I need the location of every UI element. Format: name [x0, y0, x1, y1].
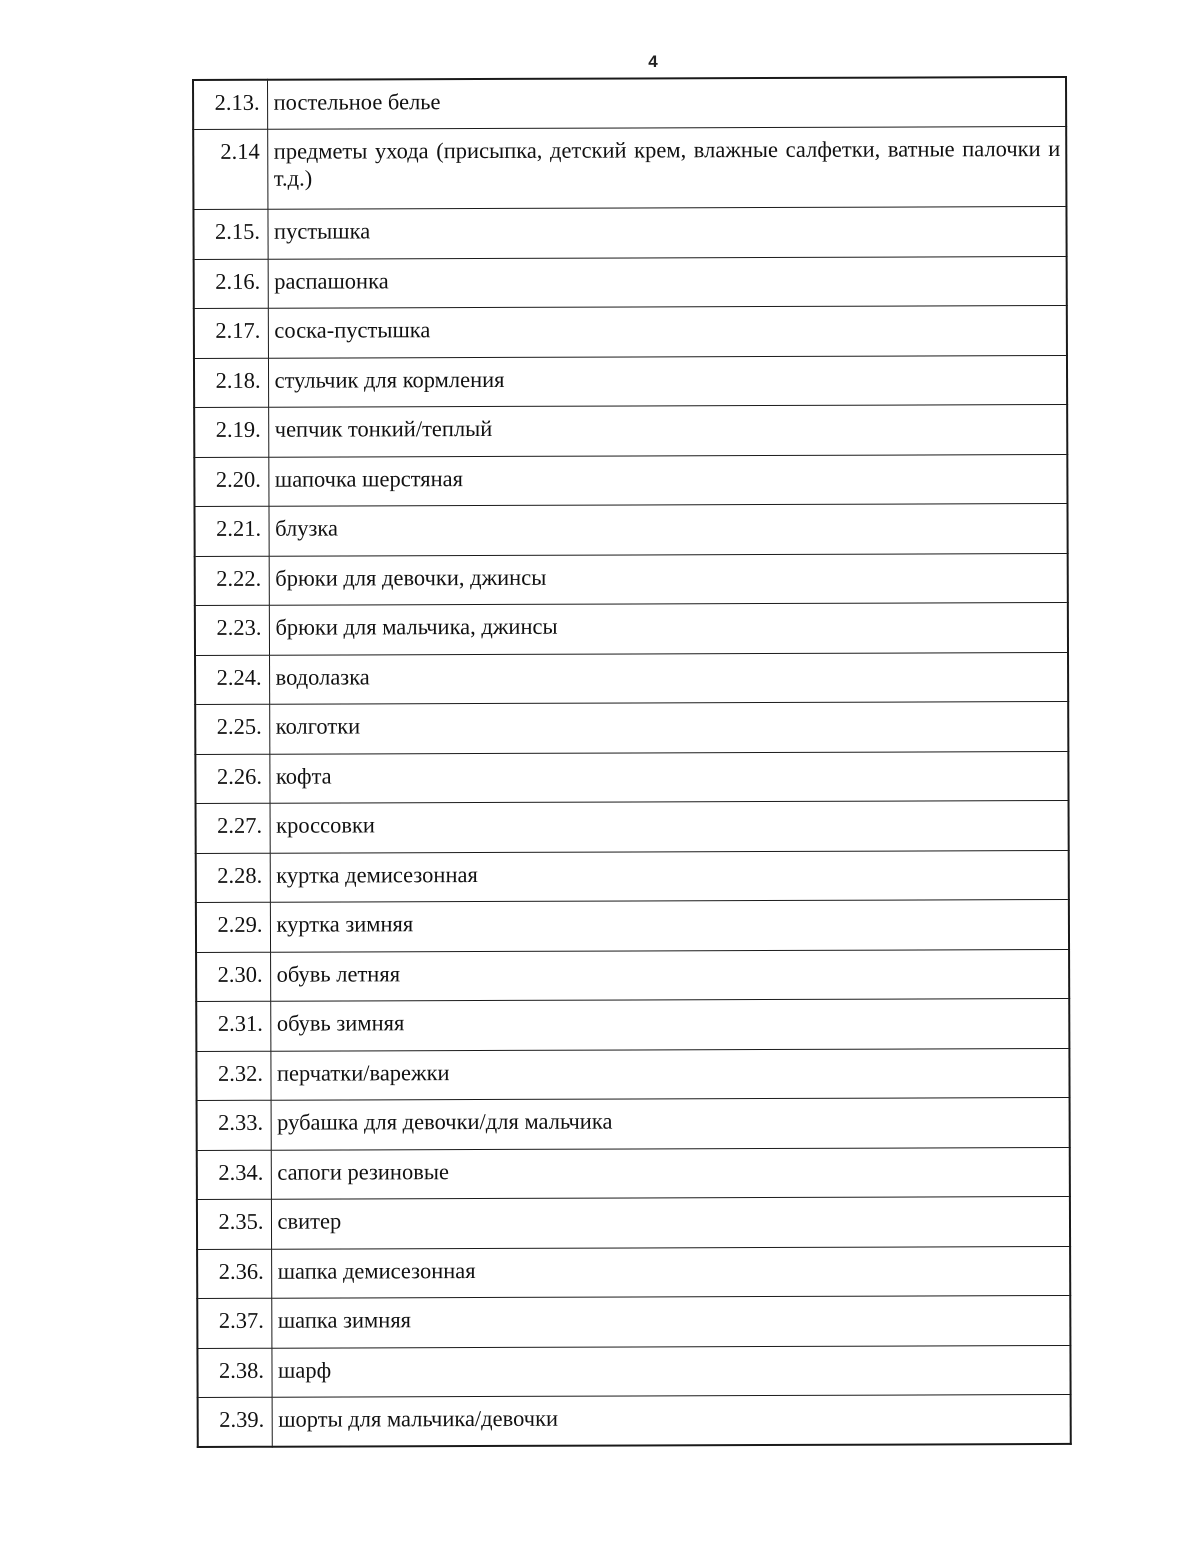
page-number: 4: [648, 52, 658, 71]
item-name: шапка зимняя: [271, 1295, 1070, 1347]
item-number: 2.18.: [194, 358, 268, 408]
item-number: 2.36.: [197, 1249, 271, 1299]
item-number: 2.22.: [195, 556, 269, 606]
item-name: стульчик для кормления: [268, 355, 1067, 407]
item-number: 2.33.: [197, 1100, 271, 1150]
items-table-container: [192, 76, 1072, 1448]
item-number: 2.32.: [196, 1051, 270, 1101]
table-row: [195, 751, 1068, 804]
item-name: рубашка для девочки/для мальчика: [271, 1097, 1070, 1149]
table-row: [197, 1246, 1070, 1299]
item-name: кроссовки: [270, 800, 1069, 852]
table-row: [194, 503, 1067, 556]
item-number: 2.25.: [195, 704, 269, 754]
table-row: [194, 305, 1067, 358]
table-row: [198, 1394, 1071, 1447]
item-number: 2.27.: [196, 803, 270, 853]
item-number: 2.15.: [193, 209, 267, 259]
table-row: [193, 77, 1066, 130]
table-row: [197, 1295, 1070, 1348]
table-row: [195, 652, 1068, 705]
table-row: [195, 553, 1068, 606]
item-name: шарф: [271, 1345, 1070, 1397]
table-row: [197, 1196, 1070, 1249]
item-name: постельное белье: [267, 77, 1066, 129]
item-name: куртка зимняя: [270, 899, 1069, 951]
item-name: шорты для мальчика/девочки: [272, 1394, 1071, 1446]
item-number: 2.16.: [194, 259, 268, 309]
item-number: 2.26.: [195, 754, 269, 804]
item-number: 2.29.: [196, 902, 270, 952]
item-name: куртка демисезонная: [270, 850, 1069, 902]
item-name: пустышка: [267, 206, 1066, 258]
item-number: 2.20.: [194, 457, 268, 507]
item-name: чепчик тонкий/теплый: [268, 404, 1067, 456]
item-number: 2.13.: [193, 80, 267, 130]
item-number: 2.28.: [196, 853, 270, 903]
item-name: предметы ухода (присыпка, детский крем, влажные салфетки, ватные палочки и т.д.): [267, 126, 1066, 209]
table-row: [197, 1147, 1070, 1200]
item-number: 2.24.: [195, 655, 269, 705]
item-number: 2.34.: [197, 1150, 271, 1200]
table-row: [193, 126, 1066, 209]
table-row: [195, 602, 1068, 655]
table-row: [196, 800, 1069, 853]
table-row: [195, 701, 1068, 754]
item-number: 2.39.: [198, 1397, 272, 1447]
item-name: распашонка: [268, 256, 1067, 308]
item-name: колготки: [269, 701, 1068, 753]
table-row: [196, 899, 1069, 952]
item-name: брюки для мальчика, джинсы: [269, 602, 1068, 654]
item-number: 2.21.: [194, 506, 268, 556]
item-name: кофта: [269, 751, 1068, 803]
item-name: сапоги резиновые: [271, 1147, 1070, 1199]
item-number: 2.31.: [196, 1001, 270, 1051]
table-row: [196, 949, 1069, 1002]
item-name: водолазка: [269, 652, 1068, 704]
table-row: [194, 454, 1067, 507]
item-name: шапка демисезонная: [271, 1246, 1070, 1298]
item-number: 2.30.: [196, 952, 270, 1002]
item-number: 2.23.: [195, 605, 269, 655]
item-name: шапочка шерстяная: [268, 454, 1067, 506]
table-row: [194, 404, 1067, 457]
item-number: 2.35.: [197, 1199, 271, 1249]
item-name: свитер: [271, 1196, 1070, 1248]
item-name: брюки для девочки, джинсы: [269, 553, 1068, 605]
item-name: перчатки/варежки: [270, 1048, 1069, 1100]
table-row: [196, 850, 1069, 903]
table-row: [197, 1097, 1070, 1150]
table-row: [196, 998, 1069, 1051]
item-number: 2.38.: [197, 1348, 271, 1398]
item-name: обувь летняя: [270, 949, 1069, 1001]
table-row: [193, 206, 1066, 259]
item-name: обувь зимняя: [270, 998, 1069, 1050]
table-row: [194, 256, 1067, 309]
table-row: [196, 1048, 1069, 1101]
table-row: [194, 355, 1067, 408]
item-number: 2.14: [193, 129, 267, 209]
item-name: соска-пустышка: [268, 305, 1067, 357]
item-number: 2.17.: [194, 308, 268, 358]
item-name: блузка: [268, 503, 1067, 555]
items-table: [192, 76, 1072, 1448]
item-number: 2.37.: [197, 1298, 271, 1348]
item-number: 2.19.: [194, 407, 268, 457]
table-row: [197, 1345, 1070, 1398]
